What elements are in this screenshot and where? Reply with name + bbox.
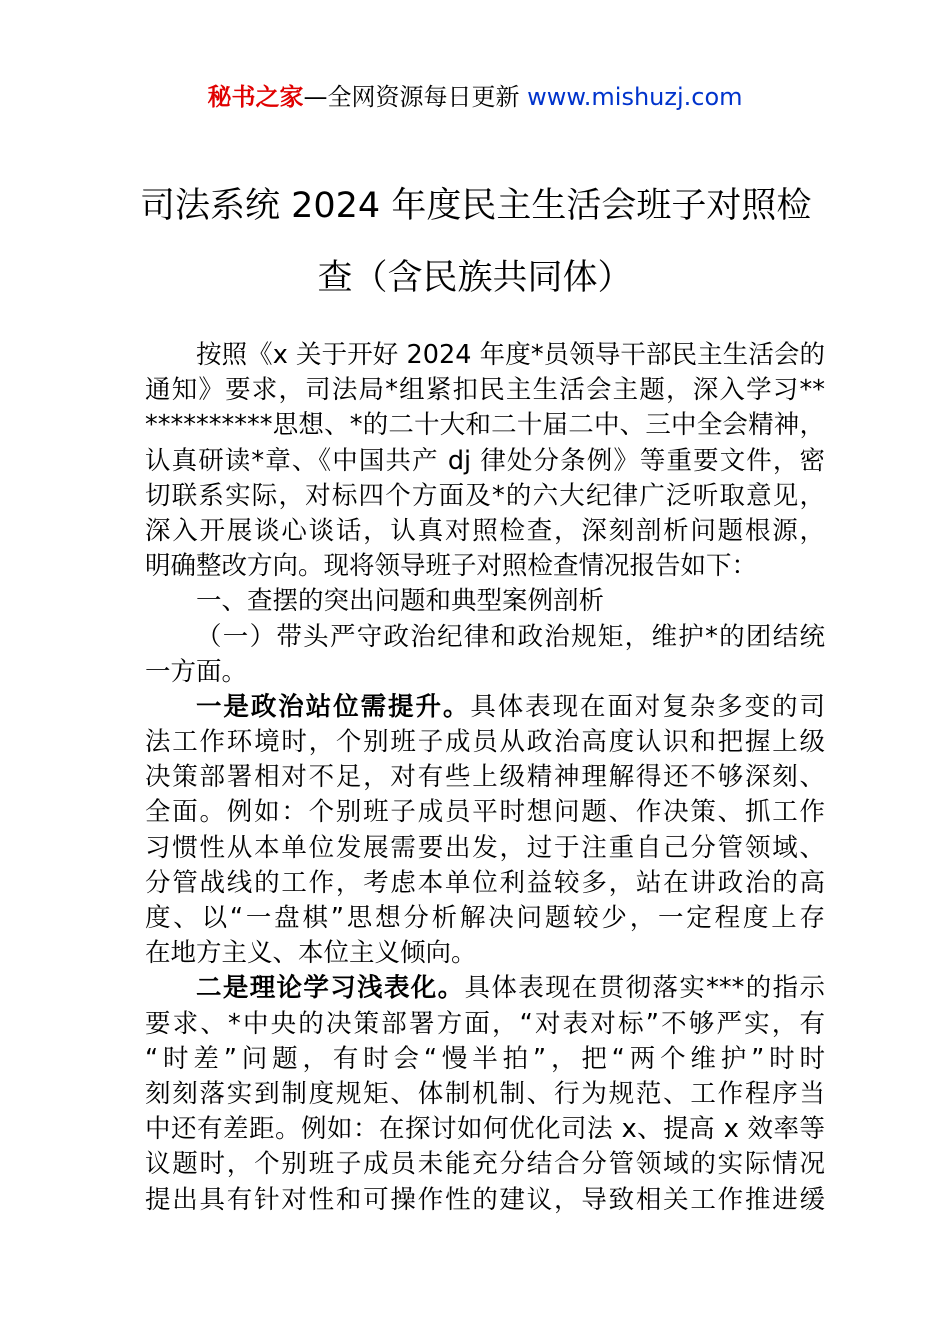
subsection-heading-line: （一）带头严守政治纪律和政治规矩，维护*的团结统 (196, 621, 825, 652)
paragraph-line: 提出具有针对性和可操作性的建议，导致相关工作推进缓 (145, 1184, 825, 1215)
point-heading: 二是理论学习浅表化。 (196, 973, 465, 1004)
paragraph-line: 要求、*中央的决策部署方面，“对表对标”不够严实，有 (145, 1008, 825, 1039)
paragraph-line: 明确整改方向。现将领导班子对照检查情况报告如下： (145, 551, 758, 582)
subsection-heading-line: 一方面。 (145, 656, 248, 687)
paragraph-line: 认真研读*章、《中国共产 dj 律处分条例》等重要文件，密 (145, 445, 825, 476)
paragraph-line: 习惯性从本单位发展需要出发，过于注重自己分管领域、 (145, 832, 825, 863)
point-heading: 一是政治站位需提升。 (196, 691, 471, 722)
paragraph-line: 度、以“一盘棋”思想分析解决问题较少，一定程度上存 (145, 903, 825, 933)
brand-name: 秘书之家 (207, 83, 304, 111)
paragraph-line: 刻刻落实到制度规矩、体制机制、行为规范、工作程序当 (145, 1078, 825, 1109)
site-header (0, 80, 950, 114)
paragraph-line: “时差”问题，有时会“慢半拍”，把“两个维护”时时 (145, 1043, 825, 1074)
paragraph-line: 分管战线的工作，考虑本单位利益较多，站在讲政治的高 (145, 867, 825, 898)
paragraph-line: 切联系实际，对标四个方面及*的六大纪律广泛听取意见， (145, 480, 825, 511)
paragraph-text: 具体表现在面对复杂多变的司 (470, 691, 825, 722)
header-tagline: —全网资源每日更新 (303, 83, 528, 111)
document-body (145, 338, 825, 1218)
paragraph-line: 决策部署相对不足，对有些上级精神理解得还不够深刻、 (145, 762, 825, 793)
paragraph-line: 深入开展谈心谈话，认真对照检查，深刻剖析问题根源， (145, 515, 825, 546)
document-title-line-2: 查（含民族共同体） (317, 258, 633, 298)
paragraph-line: 通知》要求，司法局*组紧扣民主生活会主题，深入学习** (145, 375, 825, 406)
section-heading: 一、查摆的突出问题和典型案例剖析 (196, 586, 605, 617)
paragraph-line (145, 971, 825, 1006)
paragraph-line: 中还有差距。例如：在探讨如何优化司法 x、提高 x 效率等 (145, 1114, 825, 1145)
paragraph-line: 法工作环境时，个别班子成员从政治高度认识和把握上级 (145, 727, 825, 758)
paragraph-text: 具体表现在贯彻落实***的指示 (464, 973, 825, 1004)
paragraph-line: **********思想、*的二十大和二十届二中、三中全会精神， (145, 410, 825, 441)
paragraph-line (145, 690, 825, 725)
paragraph-line: 议题时，个别班子成员未能充分结合分管领域的实际情况 (145, 1149, 825, 1180)
paragraph-line: 全面。例如：个别班子成员平时想问题、作决策、抓工作 (145, 797, 825, 828)
paragraph-line: 在地方主义、本位主义倾向。 (145, 938, 477, 969)
site-url-link[interactable]: www.mishuzj.com (527, 83, 743, 111)
paragraph-line: 按照《x 关于开好 2024 年度*员领导干部民主生活会的 (196, 340, 825, 370)
document-title-line-1: 司法系统 2024 年度民主生活会班子对照检 (140, 186, 812, 226)
